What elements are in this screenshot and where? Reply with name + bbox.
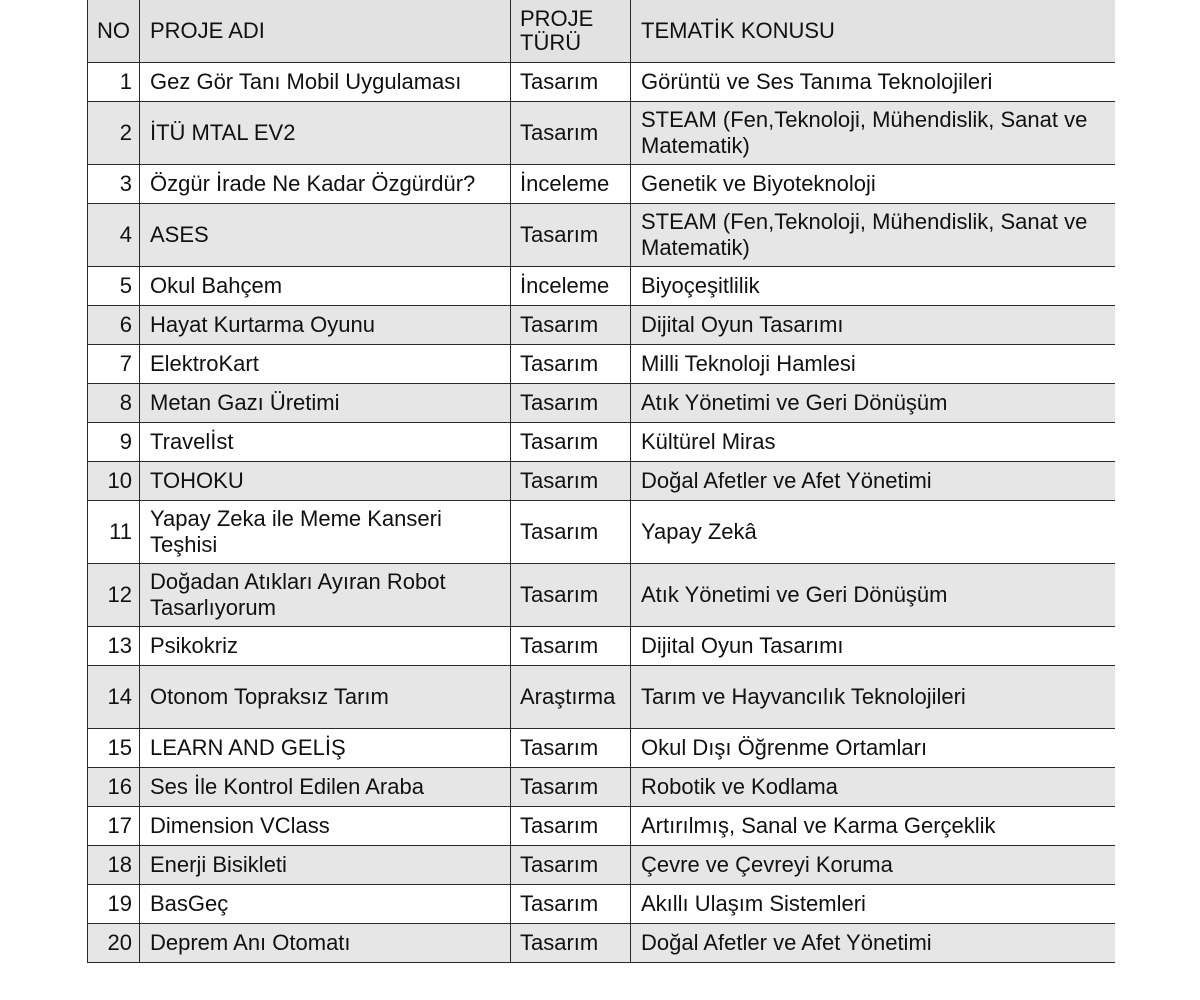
row-thematic-topic: Okul Dışı Öğrenme Ortamları bbox=[631, 729, 1115, 768]
row-project-name: Metan Gazı Üretimi bbox=[140, 384, 511, 423]
row-project-type: Tasarım bbox=[511, 423, 631, 462]
row-project-name: LEARN AND GELİŞ bbox=[140, 729, 511, 768]
header-project-type: PROJE TÜRÜ bbox=[511, 0, 631, 63]
row-thematic-topic: Artırılmış, Sanal ve Karma Gerçeklik bbox=[631, 807, 1115, 846]
row-thematic-topic: STEAM (Fen,Teknoloji, Mühendislik, Sanat ve Matematik) bbox=[631, 204, 1115, 267]
row-project-name: Enerji Bisikleti bbox=[140, 846, 511, 885]
row-thematic-topic: Kültürel Miras bbox=[631, 423, 1115, 462]
row-thematic-topic: Doğal Afetler ve Afet Yönetimi bbox=[631, 924, 1115, 963]
table-row bbox=[88, 165, 1115, 204]
row-project-name: Otonom Topraksız Tarım bbox=[140, 666, 511, 729]
row-project-type: Tasarım bbox=[511, 807, 631, 846]
row-no: 20 bbox=[88, 924, 140, 963]
row-project-name: Deprem Anı Otomatı bbox=[140, 924, 511, 963]
table-row bbox=[88, 924, 1115, 963]
row-project-name: Özgür İrade Ne Kadar Özgürdür? bbox=[140, 165, 511, 204]
row-project-type: Araştırma bbox=[511, 666, 631, 729]
row-project-name: İTÜ MTAL EV2 bbox=[140, 102, 511, 165]
row-no: 9 bbox=[88, 423, 140, 462]
table-row bbox=[88, 807, 1115, 846]
row-project-name: Yapay Zeka ile Meme Kanseri Teşhisi bbox=[140, 501, 511, 564]
row-project-name: TOHOKU bbox=[140, 462, 511, 501]
row-project-name: Hayat Kurtarma Oyunu bbox=[140, 306, 511, 345]
row-thematic-topic: Görüntü ve Ses Tanıma Teknolojileri bbox=[631, 63, 1115, 102]
row-no: 15 bbox=[88, 729, 140, 768]
row-no: 14 bbox=[88, 666, 140, 729]
row-no: 17 bbox=[88, 807, 140, 846]
row-project-type: Tasarım bbox=[511, 885, 631, 924]
table-row bbox=[88, 102, 1115, 165]
row-project-name: Psikokriz bbox=[140, 627, 511, 666]
header-no: NO bbox=[88, 0, 140, 63]
table-row bbox=[88, 423, 1115, 462]
row-no: 8 bbox=[88, 384, 140, 423]
table-row bbox=[88, 345, 1115, 384]
row-project-name: Travelİst bbox=[140, 423, 511, 462]
row-project-type: İnceleme bbox=[511, 267, 631, 306]
row-project-name: Okul Bahçem bbox=[140, 267, 511, 306]
table-header-row bbox=[88, 0, 1115, 63]
row-no: 1 bbox=[88, 63, 140, 102]
table-row bbox=[88, 306, 1115, 345]
row-project-name: ElektroKart bbox=[140, 345, 511, 384]
row-thematic-topic: Tarım ve Hayvancılık Teknolojileri bbox=[631, 666, 1115, 729]
row-project-type: Tasarım bbox=[511, 924, 631, 963]
table-row bbox=[88, 267, 1115, 306]
row-thematic-topic: Milli Teknoloji Hamlesi bbox=[631, 345, 1115, 384]
table-row bbox=[88, 885, 1115, 924]
row-project-name: Dimension VClass bbox=[140, 807, 511, 846]
row-no: 6 bbox=[88, 306, 140, 345]
row-project-type: Tasarım bbox=[511, 846, 631, 885]
row-project-type: Tasarım bbox=[511, 501, 631, 564]
row-thematic-topic: Atık Yönetimi ve Geri Dönüşüm bbox=[631, 384, 1115, 423]
table-row bbox=[88, 63, 1115, 102]
projects-table bbox=[87, 0, 1115, 963]
header-project-name: PROJE ADI bbox=[140, 0, 511, 63]
row-project-name: BasGeç bbox=[140, 885, 511, 924]
row-project-type: Tasarım bbox=[511, 627, 631, 666]
row-project-type: Tasarım bbox=[511, 102, 631, 165]
table-row bbox=[88, 501, 1115, 564]
row-thematic-topic: STEAM (Fen,Teknoloji, Mühendislik, Sanat ve Matematik) bbox=[631, 102, 1115, 165]
row-thematic-topic: Dijital Oyun Tasarımı bbox=[631, 306, 1115, 345]
row-no: 4 bbox=[88, 204, 140, 267]
row-project-type: Tasarım bbox=[511, 345, 631, 384]
table-row bbox=[88, 384, 1115, 423]
row-project-type: İnceleme bbox=[511, 165, 631, 204]
table-row bbox=[88, 564, 1115, 627]
row-project-name: Ses İle Kontrol Edilen Araba bbox=[140, 768, 511, 807]
table-row bbox=[88, 462, 1115, 501]
table-row bbox=[88, 846, 1115, 885]
row-thematic-topic: Yapay Zekâ bbox=[631, 501, 1115, 564]
row-no: 5 bbox=[88, 267, 140, 306]
row-project-type: Tasarım bbox=[511, 306, 631, 345]
row-project-name: Gez Gör Tanı Mobil Uygulaması bbox=[140, 63, 511, 102]
row-thematic-topic: Robotik ve Kodlama bbox=[631, 768, 1115, 807]
row-project-type: Tasarım bbox=[511, 564, 631, 627]
row-no: 12 bbox=[88, 564, 140, 627]
row-project-type: Tasarım bbox=[511, 768, 631, 807]
row-project-name: ASES bbox=[140, 204, 511, 267]
row-project-name: Doğadan Atıkları Ayıran Robot Tasarlıyorum bbox=[140, 564, 511, 627]
table-row bbox=[88, 666, 1115, 729]
row-no: 7 bbox=[88, 345, 140, 384]
row-thematic-topic: Akıllı Ulaşım Sistemleri bbox=[631, 885, 1115, 924]
row-project-type: Tasarım bbox=[511, 384, 631, 423]
row-no: 10 bbox=[88, 462, 140, 501]
row-thematic-topic: Genetik ve Biyoteknoloji bbox=[631, 165, 1115, 204]
header-thematic-topic: TEMATİK KONUSU bbox=[631, 0, 1115, 63]
row-thematic-topic: Doğal Afetler ve Afet Yönetimi bbox=[631, 462, 1115, 501]
row-no: 18 bbox=[88, 846, 140, 885]
table-row bbox=[88, 204, 1115, 267]
row-no: 13 bbox=[88, 627, 140, 666]
row-thematic-topic: Dijital Oyun Tasarımı bbox=[631, 627, 1115, 666]
row-no: 2 bbox=[88, 102, 140, 165]
row-thematic-topic: Çevre ve Çevreyi Koruma bbox=[631, 846, 1115, 885]
row-thematic-topic: Atık Yönetimi ve Geri Dönüşüm bbox=[631, 564, 1115, 627]
row-project-type: Tasarım bbox=[511, 462, 631, 501]
row-no: 16 bbox=[88, 768, 140, 807]
table-row bbox=[88, 768, 1115, 807]
row-no: 19 bbox=[88, 885, 140, 924]
table-row bbox=[88, 627, 1115, 666]
row-no: 11 bbox=[88, 501, 140, 564]
row-project-type: Tasarım bbox=[511, 729, 631, 768]
row-thematic-topic: Biyoçeşitlilik bbox=[631, 267, 1115, 306]
row-no: 3 bbox=[88, 165, 140, 204]
row-project-type: Tasarım bbox=[511, 63, 631, 102]
row-project-type: Tasarım bbox=[511, 204, 631, 267]
table-row bbox=[88, 729, 1115, 768]
